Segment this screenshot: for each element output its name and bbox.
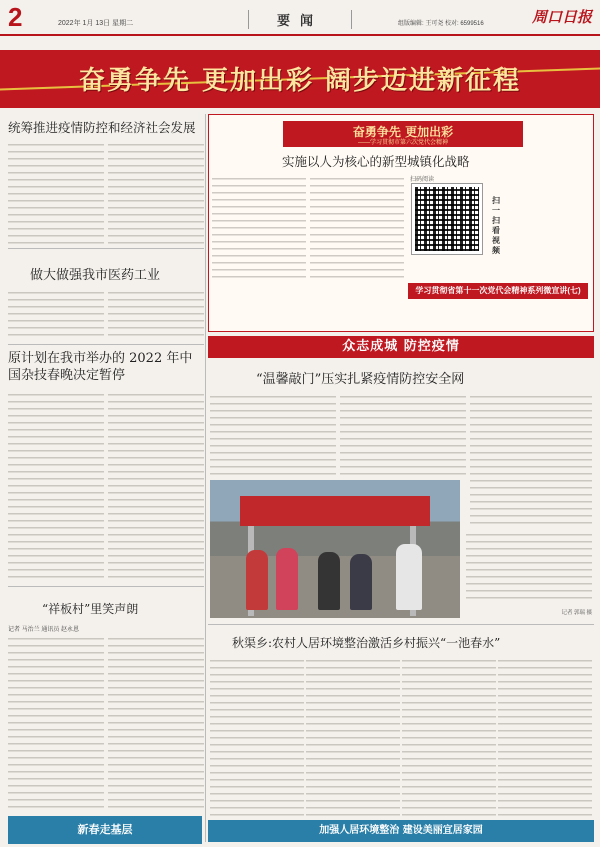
- banner-slogan: 奋勇争先 更加出彩 阔步迈进新征程: [78, 66, 522, 96]
- section-footer-banner-text: 加强人居环境整治 建设美丽宜居家园: [319, 825, 483, 836]
- article-body: [212, 174, 306, 278]
- study-header-title: 奋勇争先 更加出彩: [352, 125, 454, 139]
- topic-bar: [208, 336, 594, 358]
- qr-label: 扫码阅读: [410, 177, 435, 183]
- article-body: [306, 656, 400, 816]
- article-body: [470, 392, 592, 526]
- person-figure: [350, 554, 372, 610]
- caption-text: [466, 530, 592, 604]
- article-body: [108, 288, 204, 340]
- article-body: [210, 656, 304, 816]
- article-body: [8, 390, 104, 580]
- article-body: [108, 634, 204, 812]
- article-headline: 实施以人为核心的新型城镇化战略: [282, 154, 470, 169]
- topic-bar-title: 众志成城 防控疫情: [342, 339, 460, 354]
- article-body: [498, 656, 592, 816]
- byline: 记者 马治兰 通讯员 赵永恩: [8, 627, 80, 633]
- page-number: 2: [8, 2, 23, 32]
- qr-code-icon: [412, 184, 482, 254]
- person-figure: [396, 544, 422, 610]
- article-headline: 原计划在我市举办的 2022 年中国杂技春晚决定暂停: [8, 351, 193, 383]
- person-figure: [246, 550, 268, 610]
- article-headline: 统筹推进疫情防控和经济社会发展: [8, 120, 196, 135]
- masthead: [0, 0, 600, 36]
- section-footer-text: 新春走基层: [77, 823, 133, 836]
- article-body: [310, 174, 404, 278]
- article-body: [8, 288, 104, 340]
- article-headline: “祥板村”里笑声朗: [42, 602, 139, 616]
- article-headline: 秋渠乡:农村人居环境整治激活乡村振兴“一池春水”: [232, 636, 501, 650]
- article-body: [340, 392, 466, 476]
- article-headline: 做大做强我市医药工业: [30, 268, 161, 283]
- article-body: [108, 390, 204, 580]
- article-body: [108, 140, 204, 244]
- article-headline: “温馨敲门”压实扎紧疫情防控安全网: [256, 372, 465, 387]
- section-footer-banner: [208, 820, 594, 842]
- section-title: 要闻: [248, 10, 352, 29]
- newspaper-logo: 周口日报: [531, 8, 592, 26]
- article-body: [402, 656, 496, 816]
- article-body: [8, 634, 104, 812]
- qr-side-text: 扫一扫 看视频: [492, 196, 500, 255]
- person-figure: [276, 548, 298, 610]
- section-footer-label: [8, 816, 202, 844]
- study-series-footer: 学习贯彻省第十一次党代会精神系列微宣讲(七): [408, 283, 588, 299]
- photo-credit: 记者 郭瑞 摄: [561, 610, 592, 616]
- news-photo: [210, 480, 460, 618]
- slogan-banner: [0, 50, 600, 108]
- article-body: [210, 392, 336, 476]
- study-header-subtitle: ——学习贯彻市第六次党代会精神: [357, 140, 448, 146]
- photo-caption: [466, 530, 592, 618]
- tent-canopy: [240, 496, 430, 526]
- study-feature-header: [283, 121, 523, 147]
- person-figure: [318, 552, 340, 610]
- article-body: [8, 140, 104, 244]
- editor-credits: 组版编辑: 王可尧 校对: 6599516: [398, 21, 484, 27]
- issue-date: 2022年 1月 13日 星期二: [58, 20, 134, 27]
